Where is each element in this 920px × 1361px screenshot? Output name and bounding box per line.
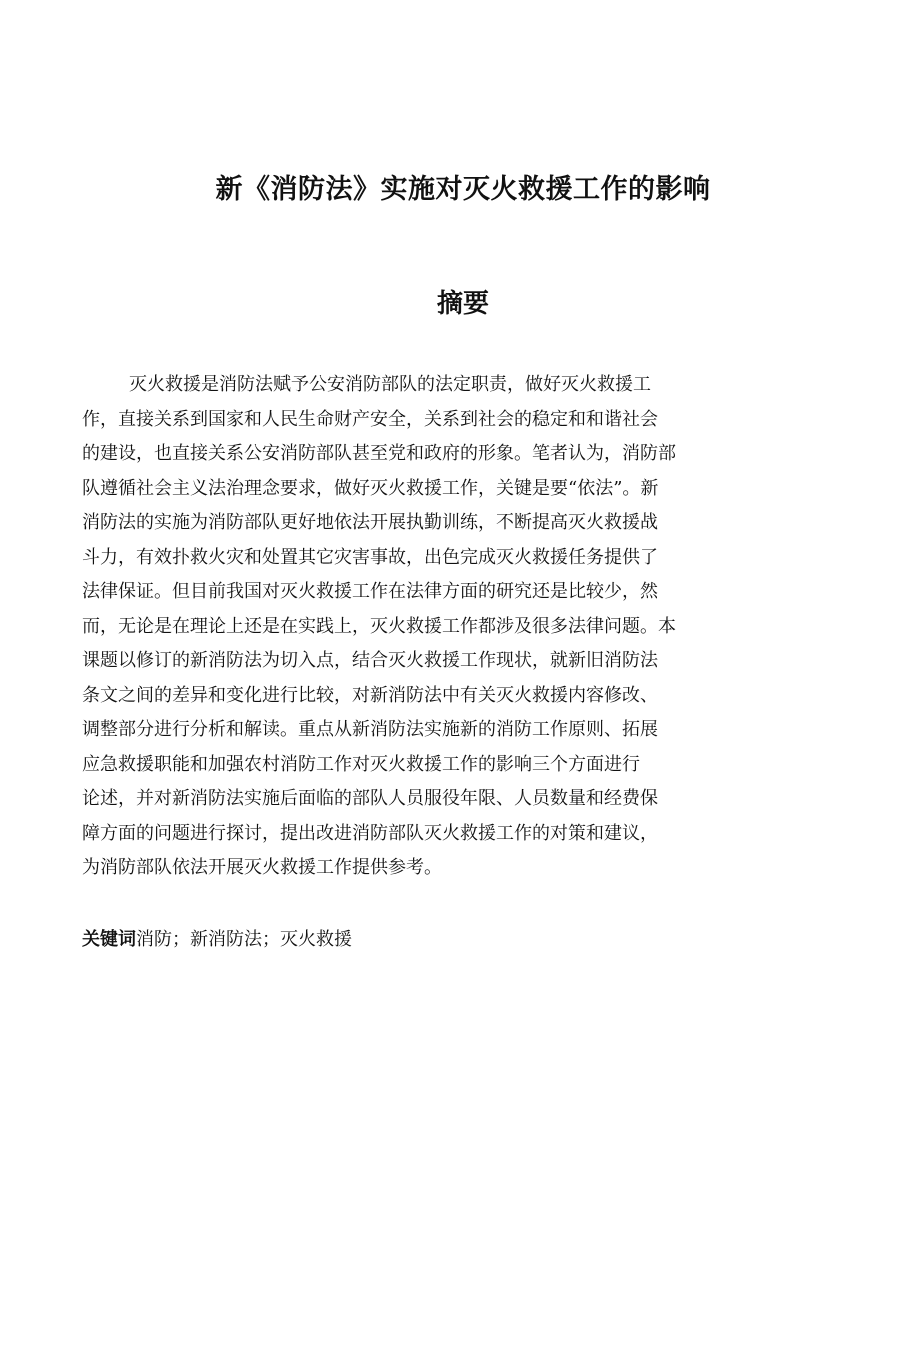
abstract-line: 斗力，有效扑救火灾和处置其它灾害事故，出色完成灭火救援任务提供了 [82, 546, 658, 568]
abstract-line: 障方面的问题进行探讨，提出改进消防部队灭火救援工作的对策和建议， [82, 822, 658, 844]
abstract-line: 消防法的实施为消防部队更好地依法开展执勤训练，不断提高灭火救援战 [82, 512, 658, 533]
abstract-line: 灭火救援是消防法赋予公安消防部队的法定职责，做好灭火救援工 [129, 374, 651, 395]
document-title: 新《消防法》实施对灭火救援工作的影响 [215, 174, 711, 205]
abstract-line: 论述，并对新消防法实施后面临的部队人员服役年限、人员数量和经费保 [82, 788, 658, 809]
abstract-body [82, 368, 710, 886]
abstract-line: 条文之间的差异和变化进行比较，对新消防法中有关灭火救援内容修改、 [82, 684, 658, 706]
abstract-line: 课题以修订的新消防法为切入点，结合灭火救援工作现状，就新旧消防法 [82, 650, 658, 671]
abstract-line: 作，直接关系到国家和人民生命财产安全，关系到社会的稳定和和谐社会 [82, 408, 658, 430]
keywords-text: 消防；新消防法；灭火救援 [136, 929, 352, 950]
abstract-line: 队遵循社会主义法治理念要求，做好灭火救援工作，关键是要“依法”。新 [82, 477, 659, 499]
keywords-row [82, 923, 352, 956]
abstract-heading: 摘要 [436, 289, 489, 319]
abstract-line: 的建设，也直接关系公安消防部队甚至党和政府的形象。笔者认为，消防部 [82, 443, 676, 464]
abstract-line: 而，无论是在理论上还是在实践上，灭火救援工作都涉及很多法律问题。本 [82, 615, 676, 637]
abstract-line: 法律保证。但目前我国对灭火救援工作在法律方面的研究还是比较少，然 [82, 581, 658, 602]
abstract-line: 为消防部队依法开展灭火救援工作提供参考。 [82, 857, 442, 878]
keywords-label: 关键词 [82, 929, 136, 950]
abstract-line: 调整部分进行分析和解读。重点从新消防法实施新的消防工作原则、拓展 [82, 719, 658, 740]
abstract-line: 应急救援职能和加强农村消防工作对灭火救援工作的影响三个方面进行 [82, 753, 640, 775]
